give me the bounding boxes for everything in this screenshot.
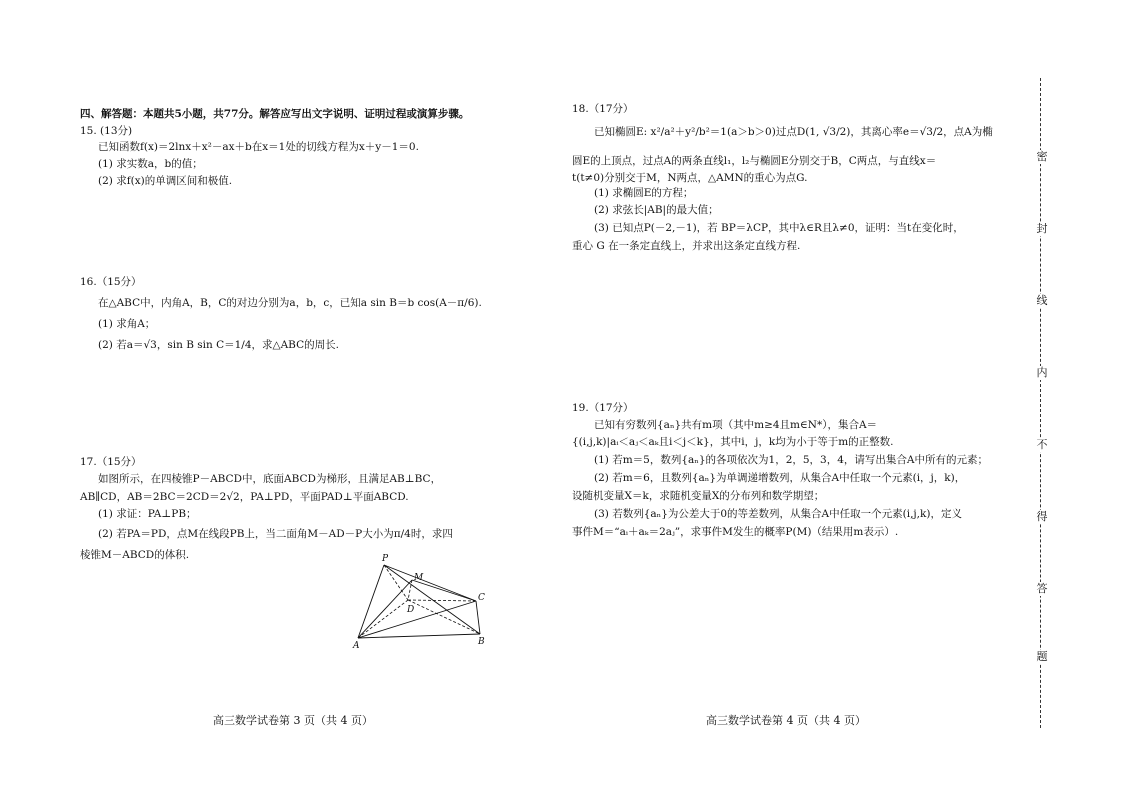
- pyramid-figure: [350, 550, 490, 650]
- q19-part2-cont: 设随机变量X＝k，求随机变量X的分布列和数学期望；: [572, 490, 825, 502]
- edge-PA: [358, 565, 384, 638]
- q17-part2: (2) 若PA＝PD，点M在线段PB上，当二面角M－AD－P大小为π/4时，求四: [98, 528, 453, 540]
- binding-char: 不: [1036, 438, 1048, 451]
- label-P: P: [382, 554, 389, 564]
- binding-dashed-line: [1040, 78, 1043, 728]
- q19-line1: 已知有穷数列{aₙ}共有m项（其中m≥4且m∈N*），集合A＝: [594, 419, 878, 431]
- q17-title: 17.（15分）: [80, 456, 142, 468]
- q19-part3-cont: 事件M＝“aᵢ＋aₖ＝2aⱼ”，求事件M发生的概率P(M)（结果用m表示）.: [572, 526, 899, 538]
- q19-part1: (1) 若m＝5，数列{aₙ}的各项依次为1，2，5，3，4，请写出集合A中所有的元素；: [594, 454, 988, 466]
- binding-char: 得: [1036, 510, 1048, 523]
- q17-part1: (1) 求证：PA⊥PB；: [98, 508, 197, 520]
- q16-stem: 在△ABC中，内角A，B，C的对边分别为a，b，c，已知a sin B＝b cos(A－π/6).: [98, 297, 482, 309]
- binding-char: 密: [1036, 150, 1048, 163]
- q18-part1: (1) 求椭圆E的方程；: [594, 187, 694, 199]
- binding-char: 封: [1036, 222, 1048, 235]
- q15-part2: (2) 求f(x)的单调区间和极值.: [98, 175, 233, 187]
- left-page-footer: 高三数学试卷第 3 页（共 4 页）: [213, 714, 373, 727]
- q16-title: 16.（15分）: [80, 276, 142, 288]
- edge-DC: [408, 600, 476, 601]
- q18-title: 18.（17分）: [572, 103, 634, 115]
- edge-AB: [358, 634, 480, 638]
- section-header: 四、解答题：本题共5小题，共77分。解答应写出文字说明、证明过程或演算步骤。: [80, 108, 470, 120]
- binding-char: 内: [1036, 366, 1048, 379]
- label-D: D: [407, 605, 415, 615]
- q16-part2: (2) 若a＝√3，sin B sin C＝1/4，求△ABC的周长.: [98, 339, 339, 351]
- edge-PD: [384, 565, 408, 600]
- q16-part1: (1) 求角A；: [98, 318, 156, 330]
- q18-line2: 圆E的上顶点，过点A的两条直线l₁，l₂与椭圆E分别交于B，C两点，与直线x＝: [572, 155, 937, 167]
- q19-part2: (2) 若m＝6，且数列{aₙ}为单调递增数列，从集合A中任取一个元素(i，j，k)，: [594, 472, 966, 484]
- binding-char: 线: [1036, 294, 1048, 307]
- q17-stem-line1: 如图所示，在四棱锥P－ABCD中，底面ABCD为梯形，且满足AB⊥BC，: [98, 473, 442, 485]
- label-B: B: [478, 637, 485, 647]
- q18-part3-cont: 重心 G 在一条定直线上，并求出这条定直线方程.: [572, 240, 801, 252]
- label-M: M: [414, 573, 424, 583]
- q19-part3: (3) 若数列{aₙ}为公差大于0的等差数列，从集合A中任取一个元素(i,j,k)，定义: [594, 508, 962, 520]
- edge-BC: [476, 601, 480, 634]
- q19-line2: {(i,j,k)|aᵢ＜aⱼ＜aₖ且i＜j＜k}，其中i，j，k均为小于等于m的正整数.: [572, 436, 894, 448]
- edge-AD: [358, 600, 408, 638]
- q18-part3: (3) 已知点P(－2,－1)，若 BP＝λCP，其中λ∈R且λ≠0，证明：当t在变化时，: [594, 222, 964, 234]
- q18-line1: 已知椭圆E: x²/a²＋y²/b²＝1(a＞b＞0)过点D(1, √3/2)，其离心率e＝√3/2，点A为椭: [594, 126, 993, 138]
- edge-DB: [408, 600, 480, 634]
- q19-title: 19.（17分）: [572, 402, 634, 414]
- edge-MC: [412, 580, 476, 601]
- q15-title: 15. (13分): [80, 125, 133, 137]
- q18-part2: (2) 求弦长|AB|的最大值；: [594, 204, 719, 216]
- q17-stem-line2: AB∥CD，AB＝2BC＝2CD＝2√2，PA⊥PD，平面PAD⊥平面ABCD.: [80, 491, 409, 503]
- binding-char: 题: [1036, 650, 1048, 663]
- label-C: C: [478, 593, 485, 603]
- binding-char: 答: [1036, 582, 1048, 595]
- q18-line3: t(t≠0)分别交于M，N两点，△AMN的重心为点G.: [572, 172, 808, 184]
- q15-stem: 已知函数f(x)＝2lnx＋x²－ax＋b在x＝1处的切线方程为x＋y－1＝0.: [98, 141, 419, 153]
- edge-PB: [384, 565, 480, 634]
- q15-part1: (1) 求实数a，b的值；: [98, 158, 203, 170]
- label-A: A: [353, 641, 360, 650]
- right-page-footer: 高三数学试卷第 4 页（共 4 页）: [706, 714, 866, 727]
- q17-part2-cont: 棱锥M－ABCD的体积.: [80, 549, 190, 561]
- pyramid-diagram: [350, 550, 490, 650]
